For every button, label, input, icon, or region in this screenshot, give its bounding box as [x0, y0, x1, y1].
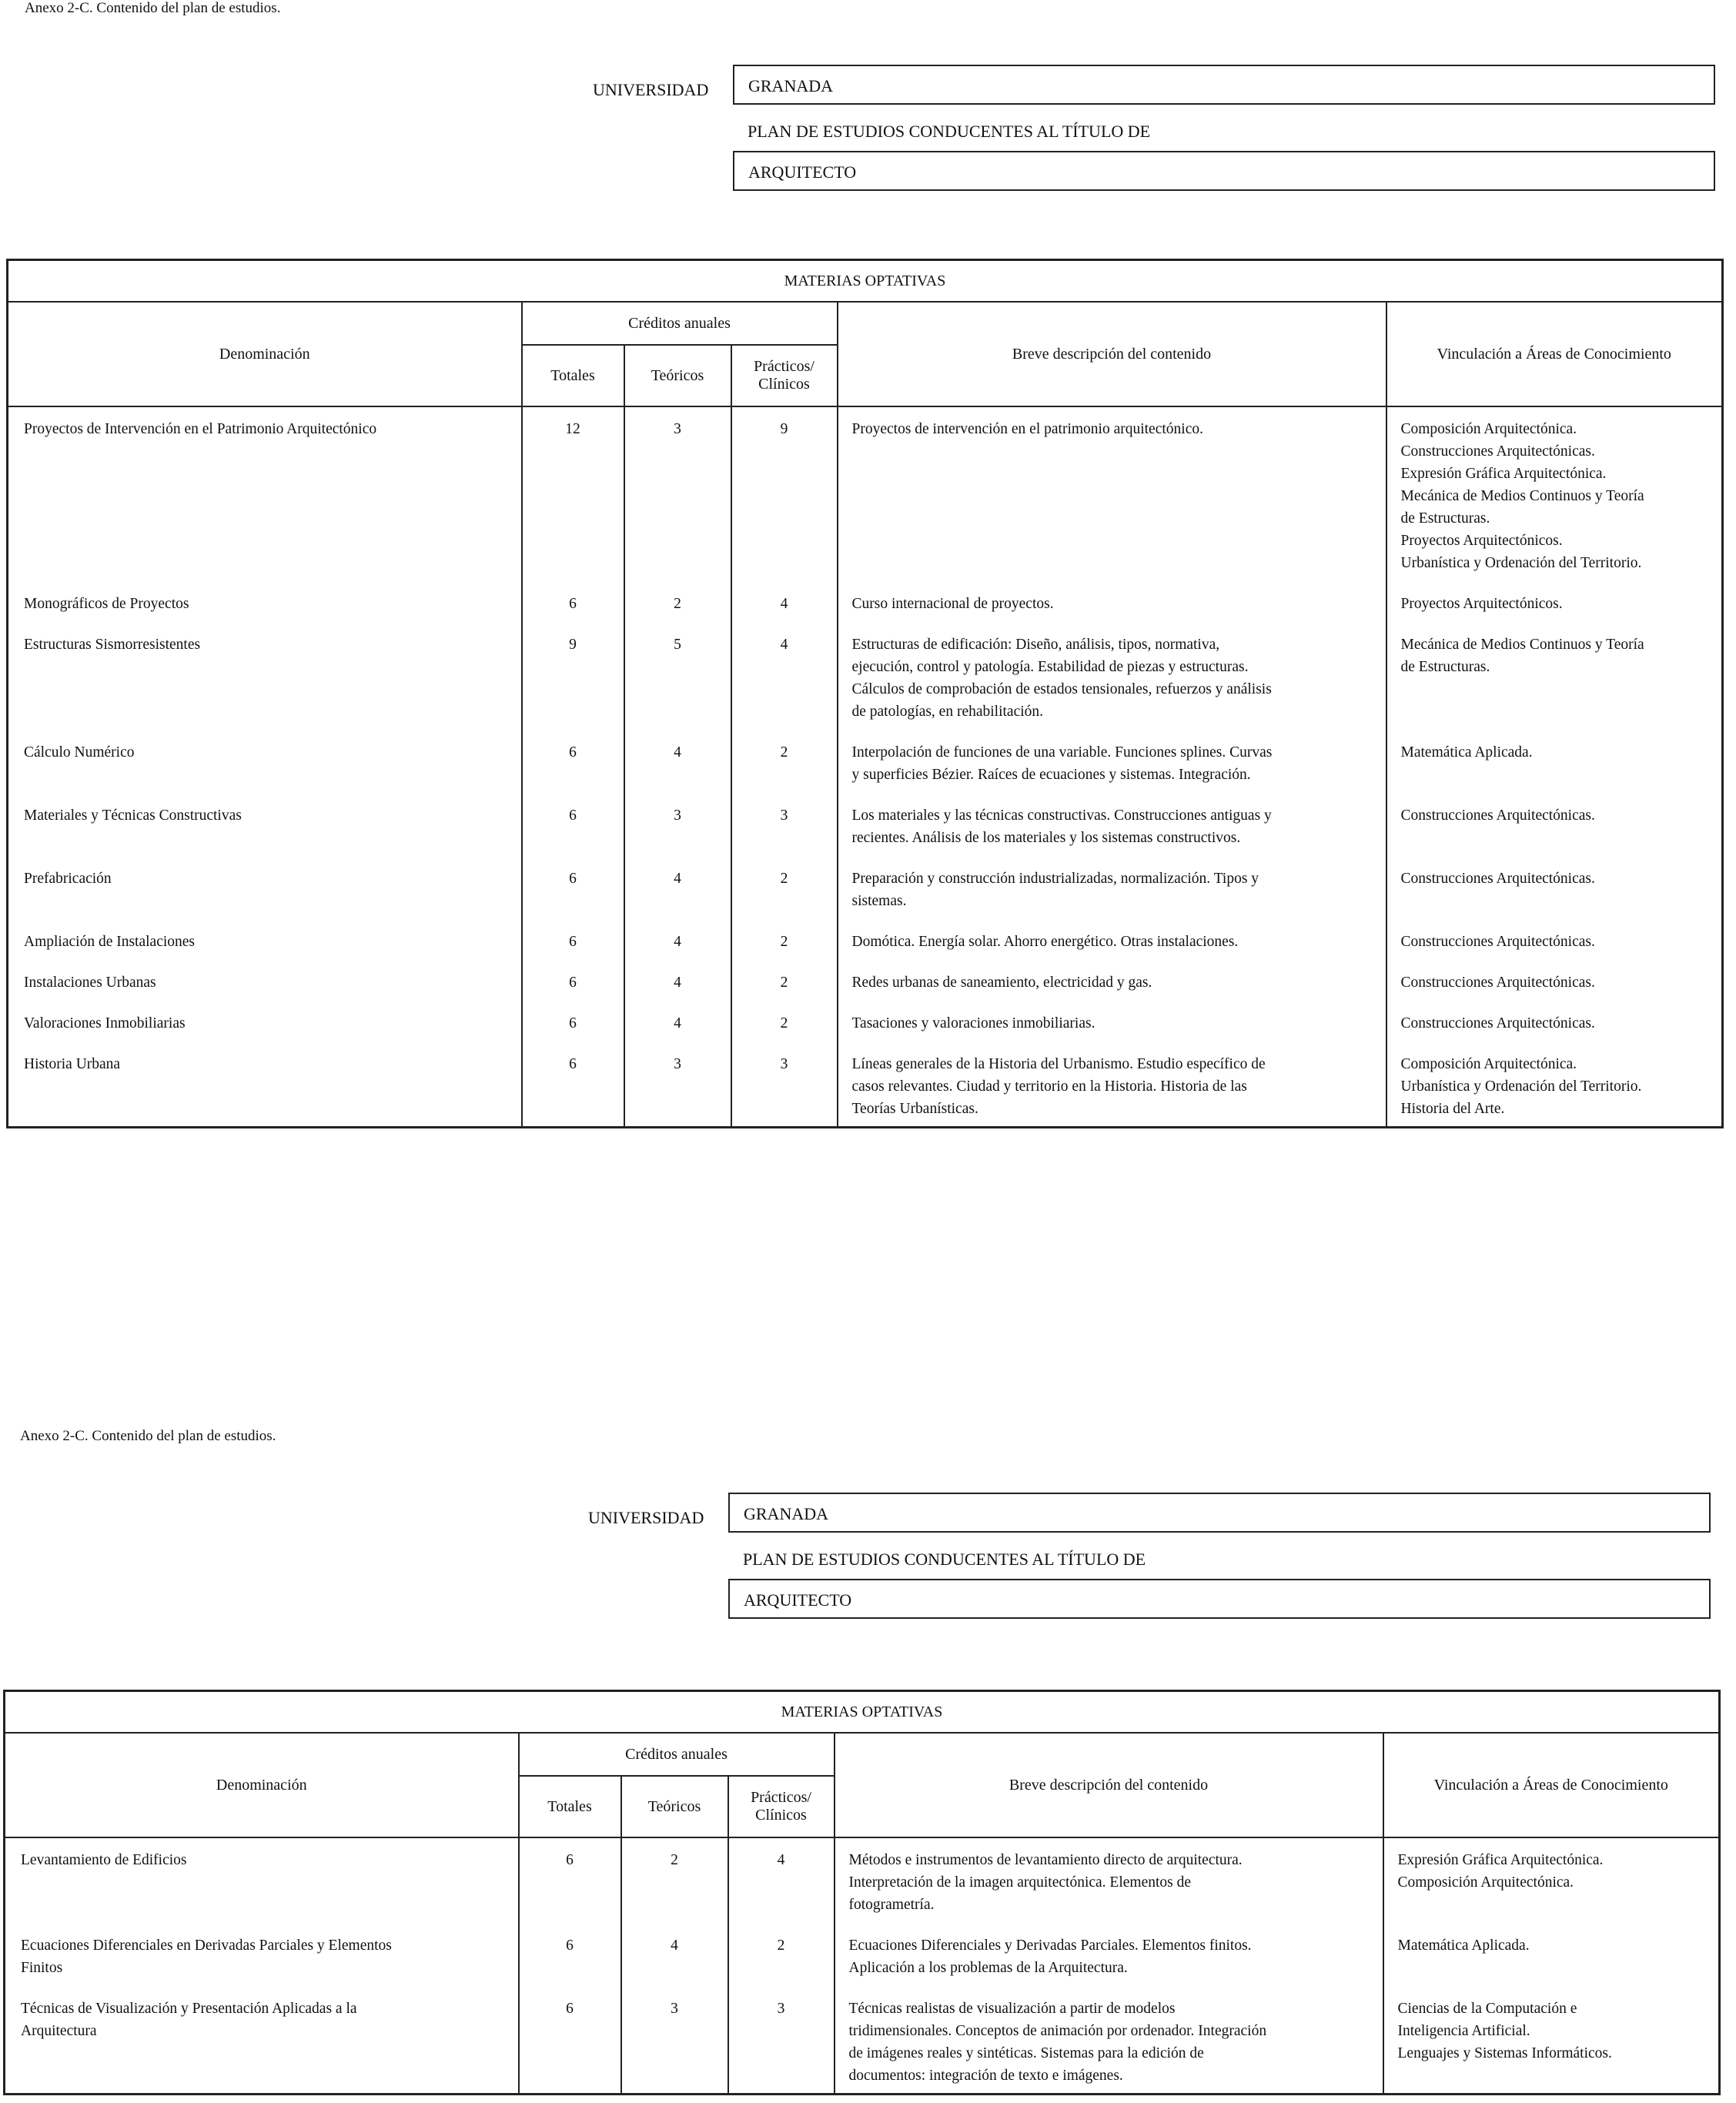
name-line: Historia Urbana: [24, 1056, 121, 1072]
cell-denominacion: [8, 857, 522, 920]
col-practicos: Prácticos/ Clínicos: [728, 1776, 835, 1837]
cell-denominacion: [8, 920, 522, 961]
cell-vinculacion: [1386, 731, 1723, 794]
desc-line: Los materiales y las técnicas constructivas. Construcciones antiguas y: [851, 807, 1272, 824]
desc-line: Interpretación de la imagen arquitectónica. Elementos de: [848, 1874, 1192, 1891]
col-totales: Totales: [522, 345, 624, 406]
annex-heading: Anexo 2-C. Contenido del plan de estudios.: [20, 1428, 276, 1444]
cell-teoricos: 4: [624, 1001, 731, 1042]
desc-line: Domótica. Energía solar. Ahorro energético. Otras instalaciones.: [851, 934, 1239, 950]
table-row: [8, 1001, 1723, 1042]
cell-totales: 6: [522, 794, 624, 857]
desc-line: ejecución, control y patología. Estabilidad de piezas y estructuras.: [851, 659, 1249, 675]
desc-line: Métodos e instrumentos de levantamiento directo de arquitectura.: [848, 1852, 1243, 1868]
table-row: [5, 1837, 1720, 1924]
universidad-value: GRANADA: [748, 76, 833, 95]
table-row: [8, 857, 1723, 920]
name-line: Materiales y Técnicas Constructivas: [24, 807, 242, 824]
cell-practicos: 3: [728, 1987, 835, 2095]
cell-vinculacion: [1386, 794, 1723, 857]
name-line: Monográficos de Proyectos: [24, 596, 189, 612]
name-line: Prefabricación: [24, 871, 112, 887]
cell-teoricos: 3: [624, 1042, 731, 1128]
table-row: [8, 1042, 1723, 1128]
col-descripcion: Breve descripción del contenido: [838, 302, 1386, 406]
name-line: Cálculo Numérico: [24, 744, 135, 761]
desc-line: Proyectos de intervención en el patrimonio arquitectónico.: [851, 421, 1203, 437]
name-line: Arquitectura: [21, 2023, 97, 2039]
cell-descripcion: [835, 1987, 1383, 2095]
universidad-value: GRANADA: [744, 1504, 828, 1523]
desc-line: Aplicación a los problemas de la Arquitectura.: [848, 1960, 1128, 1976]
cell-teoricos: 2: [624, 582, 731, 623]
table-row: [8, 794, 1723, 857]
desc-line: Interpolación de funciones de una variable. Funciones splines. Curvas: [851, 744, 1273, 761]
desc-line: Redes urbanas de saneamiento, electricidad y gas.: [851, 975, 1152, 991]
table-row: [8, 961, 1723, 1001]
annex-heading: Anexo 2-C. Contenido del plan de estudios.: [25, 0, 281, 16]
cell-teoricos: 3: [624, 406, 731, 582]
name-line: Levantamiento de Edificios: [21, 1852, 187, 1868]
name-line: Ecuaciones Diferenciales en Derivadas Parciales y Elementos: [21, 1938, 392, 1954]
cell-practicos: 2: [728, 1924, 835, 1987]
desc-line: Técnicas realistas de visualización a partir de modelos: [848, 2001, 1176, 2017]
cell-denominacion: [8, 961, 522, 1001]
desc-line: Cálculos de comprobación de estados tensionales, refuerzos y análisis: [851, 681, 1272, 697]
cell-denominacion: [8, 1001, 522, 1042]
col-vinculacion: Vinculación a Áreas de Conocimiento: [1386, 302, 1723, 406]
cell-vinculacion: [1386, 961, 1723, 1001]
cell-denominacion: [5, 1837, 519, 1924]
areas-line: Construcciones Arquitectónicas.: [1400, 1015, 1595, 1031]
desc-line: Preparación y construcción industrializadas, normalización. Tipos y: [851, 871, 1259, 887]
areas-line: Mecánica de Medios Continuos y Teoría: [1400, 637, 1644, 653]
cell-denominacion: [8, 406, 522, 582]
desc-line: Líneas generales de la Historia del Urbanismo. Estudio específico de: [851, 1056, 1266, 1072]
cell-descripcion: [838, 961, 1386, 1001]
table-title: MATERIAS OPTATIVAS: [5, 1691, 1720, 1734]
cell-totales: 6: [522, 1042, 624, 1128]
areas-line: Composición Arquitectónica.: [1400, 421, 1577, 437]
plan-label: PLAN DE ESTUDIOS CONDUCENTES AL TÍTULO DE: [743, 1550, 1146, 1569]
desc-line: sistemas.: [851, 893, 907, 909]
table-row: [8, 623, 1723, 731]
table-row: [8, 731, 1723, 794]
cell-descripcion: [838, 920, 1386, 961]
name-line: Instalaciones Urbanas: [24, 975, 156, 991]
cell-vinculacion: [1383, 1924, 1720, 1987]
areas-line: Historia del Arte.: [1400, 1101, 1505, 1117]
table-body: [8, 406, 1723, 1128]
cell-teoricos: 3: [621, 1987, 728, 2095]
desc-line: recientes. Análisis de los materiales y los sistemas constructivos.: [851, 830, 1241, 846]
cell-vinculacion: [1386, 920, 1723, 961]
cell-descripcion: [838, 1001, 1386, 1042]
cell-vinculacion: [1383, 1987, 1720, 2095]
cell-totales: 6: [519, 1837, 621, 1924]
table-row: [5, 1924, 1720, 1987]
cell-totales: 6: [522, 961, 624, 1001]
cell-descripcion: [838, 623, 1386, 731]
name-line: Ampliación de Instalaciones: [24, 934, 196, 950]
cell-descripcion: [835, 1837, 1383, 1924]
desc-line: y superficies Bézier. Raíces de ecuaciones y sistemas. Integración.: [851, 767, 1251, 783]
cell-totales: 6: [519, 1924, 621, 1987]
cell-practicos: 2: [731, 1001, 838, 1042]
cell-descripcion: [838, 582, 1386, 623]
titulo-value: ARQUITECTO: [744, 1590, 852, 1610]
areas-line: Lenguajes y Sistemas Informáticos.: [1397, 2045, 1612, 2061]
areas-line: Composición Arquitectónica.: [1400, 1056, 1577, 1072]
table-title: MATERIAS OPTATIVAS: [8, 260, 1723, 303]
areas-line: Composición Arquitectónica.: [1397, 1874, 1574, 1891]
cell-practicos: 3: [731, 794, 838, 857]
desc-line: casos relevantes. Ciudad y territorio en la Historia. Historia de las: [851, 1078, 1247, 1095]
universidad-label: UNIVERSIDAD: [588, 1508, 704, 1527]
cell-teoricos: 5: [624, 623, 731, 731]
universidad-box: [733, 65, 1715, 105]
cell-vinculacion: [1383, 1837, 1720, 1924]
titulo-box: [728, 1579, 1711, 1619]
cell-totales: 6: [522, 920, 624, 961]
areas-line: Construcciones Arquitectónicas.: [1400, 934, 1595, 950]
materias-table: [3, 1690, 1721, 2095]
cell-practicos: 4: [731, 623, 838, 731]
cell-totales: 6: [522, 1001, 624, 1042]
cell-denominacion: [5, 1987, 519, 2095]
desc-line: tridimensionales. Conceptos de animación por ordenador. Integración: [848, 2023, 1267, 2039]
cell-totales: 12: [522, 406, 624, 582]
titulo-value: ARQUITECTO: [748, 162, 857, 182]
name-line: Valoraciones Inmobiliarias: [24, 1015, 186, 1031]
cell-totales: 6: [522, 731, 624, 794]
desc-line: de patologías, en rehabilitación.: [851, 704, 1044, 720]
col-teoricos: Teóricos: [621, 1776, 728, 1837]
cell-teoricos: 4: [624, 920, 731, 961]
areas-line: Construcciones Arquitectónicas.: [1400, 975, 1595, 991]
col-creditos: Créditos anuales: [522, 302, 838, 345]
table-row: [8, 920, 1723, 961]
universidad-box: [728, 1493, 1711, 1533]
areas-line: Matemática Aplicada.: [1397, 1938, 1530, 1954]
cell-descripcion: [838, 794, 1386, 857]
cell-teoricos: 3: [624, 794, 731, 857]
desc-line: Curso internacional de proyectos.: [851, 596, 1054, 612]
cell-practicos: 2: [731, 731, 838, 794]
desc-line: documentos: integración de texto e imágenes.: [848, 2068, 1123, 2084]
desc-line: Ecuaciones Diferenciales y Derivadas Parciales. Elementos finitos.: [848, 1938, 1252, 1954]
cell-vinculacion: [1386, 406, 1723, 582]
col-teoricos: Teóricos: [624, 345, 731, 406]
cell-teoricos: 4: [624, 857, 731, 920]
cell-practicos: 2: [731, 857, 838, 920]
titulo-box: [733, 151, 1715, 191]
col-descripcion: Breve descripción del contenido: [835, 1733, 1383, 1837]
plan-label: PLAN DE ESTUDIOS CONDUCENTES AL TÍTULO DE: [748, 122, 1151, 141]
areas-line: Expresión Gráfica Arquitectónica.: [1400, 466, 1607, 482]
desc-line: de imágenes reales y sintéticas. Sistemas para la edición de: [848, 2045, 1204, 2061]
col-creditos: Créditos anuales: [519, 1733, 835, 1776]
cell-denominacion: [5, 1924, 519, 1987]
col-practicos: Prácticos/ Clínicos: [731, 345, 838, 406]
cell-descripcion: [838, 406, 1386, 582]
table-row: [8, 582, 1723, 623]
desc-line: Estructuras de edificación: Diseño, análisis, tipos, normativa,: [851, 637, 1220, 653]
cell-denominacion: [8, 1042, 522, 1128]
universidad-label: UNIVERSIDAD: [593, 80, 709, 99]
areas-line: Construcciones Arquitectónicas.: [1400, 807, 1595, 824]
cell-teoricos: 4: [624, 731, 731, 794]
cell-practicos: 4: [731, 582, 838, 623]
cell-practicos: 3: [731, 1042, 838, 1128]
table-row: [8, 406, 1723, 582]
areas-line: Urbanística y Ordenación del Territorio.: [1400, 1078, 1642, 1095]
areas-line: Construcciones Arquitectónicas.: [1400, 443, 1595, 460]
areas-line: Proyectos Arquitectónicos.: [1400, 596, 1563, 612]
cell-teoricos: 2: [621, 1837, 728, 1924]
table-row: [5, 1987, 1720, 2095]
name-line: Técnicas de Visualización y Presentación Aplicadas a la: [21, 2001, 357, 2017]
areas-line: Proyectos Arquitectónicos.: [1400, 533, 1563, 549]
cell-practicos: 4: [728, 1837, 835, 1924]
cell-vinculacion: [1386, 1001, 1723, 1042]
cell-denominacion: [8, 794, 522, 857]
col-vinculacion: Vinculación a Áreas de Conocimiento: [1383, 1733, 1720, 1837]
cell-teoricos: 4: [621, 1924, 728, 1987]
desc-line: fotogrametría.: [848, 1897, 935, 1913]
cell-vinculacion: [1386, 582, 1723, 623]
name-line: Finitos: [21, 1960, 63, 1976]
name-line: Estructuras Sismorresistentes: [24, 637, 201, 653]
cell-practicos: 2: [731, 920, 838, 961]
desc-line: Teorías Urbanísticas.: [851, 1101, 978, 1117]
areas-line: Mecánica de Medios Continuos y Teoría: [1400, 488, 1644, 504]
areas-line: de Estructuras.: [1400, 510, 1490, 527]
cell-practicos: 9: [731, 406, 838, 582]
areas-line: Matemática Aplicada.: [1400, 744, 1533, 761]
cell-descripcion: [838, 1042, 1386, 1128]
areas-line: Ciencias de la Computación e: [1397, 2001, 1577, 2017]
areas-line: Construcciones Arquitectónicas.: [1400, 871, 1595, 887]
cell-vinculacion: [1386, 1042, 1723, 1128]
cell-vinculacion: [1386, 623, 1723, 731]
table-body: [5, 1837, 1720, 2095]
cell-vinculacion: [1386, 857, 1723, 920]
cell-totales: 6: [519, 1987, 621, 2095]
col-denominacion: Denominación: [5, 1733, 519, 1837]
cell-denominacion: [8, 582, 522, 623]
col-totales: Totales: [519, 1776, 621, 1837]
cell-descripcion: [835, 1924, 1383, 1987]
cell-practicos: 2: [731, 961, 838, 1001]
areas-line: Urbanística y Ordenación del Territorio.: [1400, 555, 1642, 571]
cell-denominacion: [8, 731, 522, 794]
col-denominacion: Denominación: [8, 302, 522, 406]
name-line: Proyectos de Intervención en el Patrimonio Arquitectónico: [24, 421, 377, 437]
areas-line: de Estructuras.: [1400, 659, 1490, 675]
cell-totales: 9: [522, 623, 624, 731]
areas-line: Expresión Gráfica Arquitectónica.: [1397, 1852, 1604, 1868]
cell-descripcion: [838, 731, 1386, 794]
cell-totales: 6: [522, 582, 624, 623]
desc-line: Tasaciones y valoraciones inmobiliarias.: [851, 1015, 1095, 1031]
materias-table: [6, 259, 1724, 1128]
cell-teoricos: 4: [624, 961, 731, 1001]
areas-line: Inteligencia Artificial.: [1397, 2023, 1530, 2039]
cell-totales: 6: [522, 857, 624, 920]
cell-denominacion: [8, 623, 522, 731]
cell-descripcion: [838, 857, 1386, 920]
